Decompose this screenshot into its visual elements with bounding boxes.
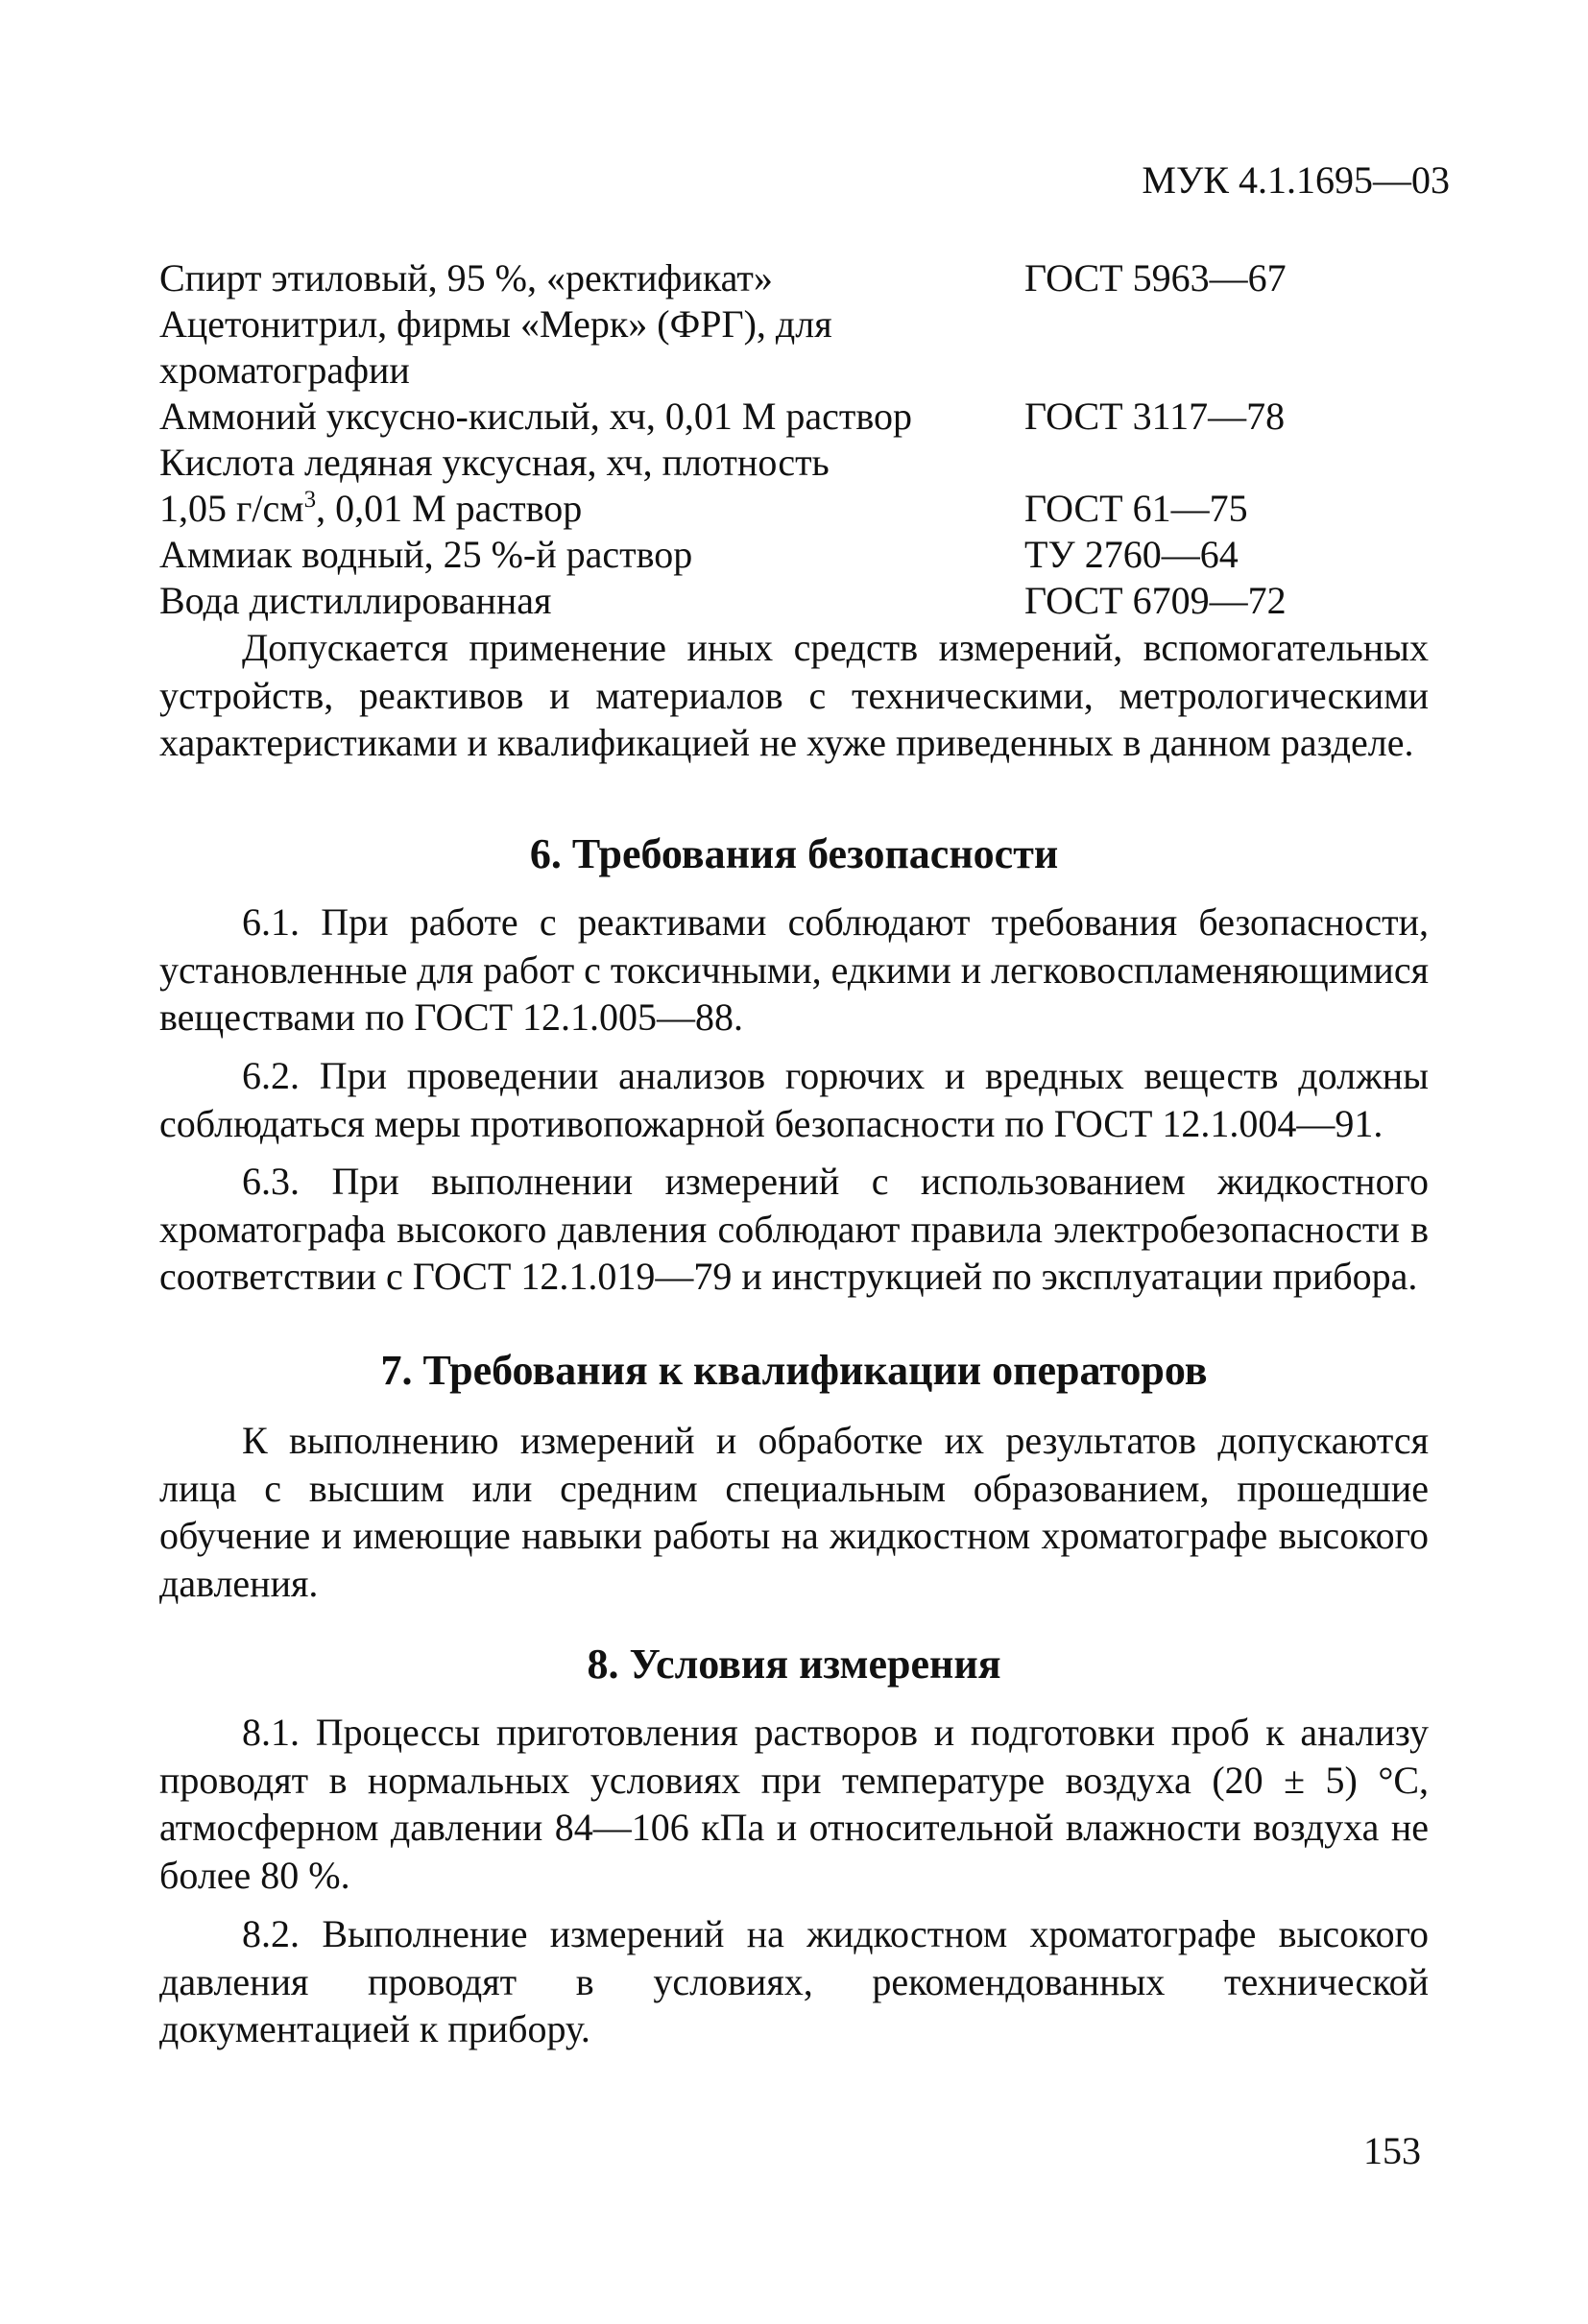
paragraph-7: К выполнению измерений и обработке их результатов допускаются лица с высшим или средним специальным образованием, прошедшие обучение и имеющие навыки работы на жидкостном хроматографе высокого давления.: [159, 1419, 1429, 1605]
material-standard: ГОСТ 3117—78: [1024, 395, 1286, 438]
page-number: 153: [1363, 2129, 1421, 2172]
material-standard: ГОСТ 6709—72: [1024, 579, 1287, 622]
material-standard: ГОСТ 61—75: [1024, 487, 1248, 530]
section-title-safety: 6. Требования безопасности: [529, 830, 1059, 877]
material-name: хроматографии: [159, 348, 410, 392]
section-title-qualification: 7. Требования к квалификации операторов: [380, 1347, 1208, 1394]
material-standard: ТУ 2760—64: [1024, 533, 1239, 576]
section-title-conditions: 8. Условия измерения: [587, 1641, 1001, 1688]
material-name: Вода дистиллированная: [159, 579, 552, 622]
paragraph-6-1: 6.1. При работе с реактивами соблюдают требования безопасности, установленные для работ с токсичными, едкими и легковоспламеняющимися веществами по ГОСТ 12.1.005—88.: [159, 900, 1429, 1039]
paragraph-8-2: 8.2. Выполнение измерений на жидкостном хроматографе высокого давления проводят в условиях, рекомендованных технической документацией к прибору.: [159, 1912, 1429, 2050]
material-name: Аммиак водный, 25 %-й раствор: [159, 533, 693, 576]
document-code: МУК 4.1.1695—03: [1142, 158, 1450, 202]
material-name: Аммоний уксусно-кислый, хч, 0,01 М раствор: [159, 395, 913, 438]
material-name: [159, 486, 1004, 532]
materials-note: Допускается применение иных средств измерений, вспомогательных устройств, реактивов и материалов с техническими, метрологическими характеристиками и квалификацией не хуже приведенных в данном разделе.: [159, 626, 1429, 764]
density-suffix: , 0,01 М раствор: [316, 487, 583, 530]
material-name: Кислота ледяная уксусная, хч, плотность: [159, 441, 830, 484]
density-exponent: 3: [303, 487, 317, 513]
material-name: Спирт этиловый, 95 %, «ректификат»: [159, 256, 773, 299]
material-name: Ацетонитрил, фирмы «Мерк» (ФРГ), для: [159, 302, 832, 346]
material-standard: ГОСТ 5963—67: [1024, 256, 1287, 299]
paragraph-6-2: 6.2. При проведении анализов горючих и вредных веществ должны соблюдаться меры противопожарной безопасности по ГОСТ 12.1.004—91.: [159, 1054, 1429, 1145]
paragraph-6-3: 6.3. При выполнении измерений с использованием жидкостного хроматографа высокого давления соблюдают правила электробезопасности в соответствии с ГОСТ 12.1.019—79 и инструкцией по эксплуатации прибора.: [159, 1160, 1429, 1298]
paragraph-8-1: 8.1. Процессы приготовления растворов и подготовки проб к анализу проводят в нормальных условиях при температуре воздуха (20 ± 5) °С, атмосферном давлении 84—106 кПа и относительной влажности воздуха не более 80 %.: [159, 1711, 1429, 1897]
density-value: 1,05 г/см: [159, 487, 304, 530]
